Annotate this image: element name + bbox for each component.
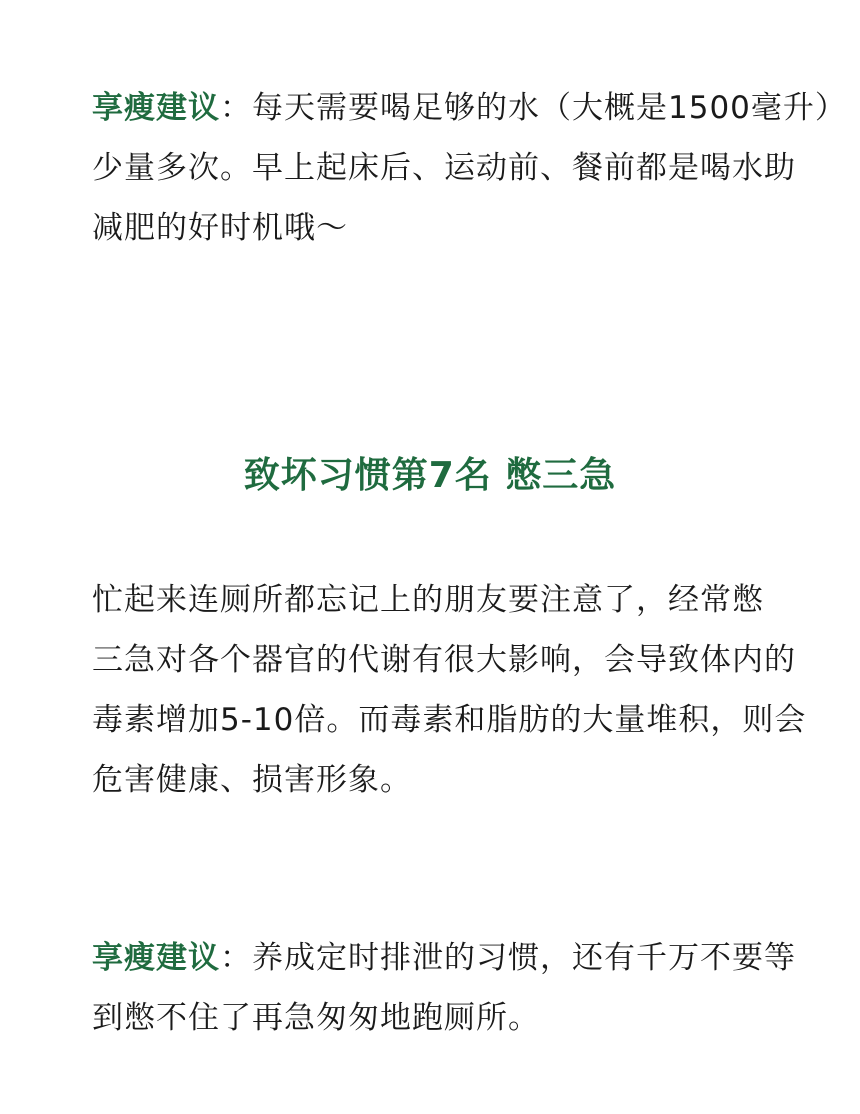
tip-1-label: 享瘦建议: [92, 90, 220, 126]
tip-block-2: [92, 928, 796, 1048]
tip-1-line-3: 减肥的好时机哦～: [92, 210, 348, 246]
tip-1-text-1: ：每天需要喝足够的水（大概是1500毫升）: [220, 90, 847, 126]
paragraph-line-1: 忙起来连厕所都忘记上的朋友要注意了，经常憋: [92, 582, 764, 618]
paragraph-line-4: 危害健康、损害形象。: [92, 762, 412, 798]
paragraph-line-2: 三急对各个器官的代谢有很大影响，会导致体内的: [92, 642, 796, 678]
tip-1-line-2: 少量多次。早上起床后、运动前、餐前都是喝水助: [92, 150, 796, 186]
tip-2-label: 享瘦建议: [92, 940, 220, 976]
section-heading: 致坏习惯第7名 憋三急: [243, 455, 617, 496]
paragraph-line-3: 毒素增加5-10倍。而毒素和脂肪的大量堆积，则会: [92, 702, 807, 738]
tip-block-1: [92, 78, 847, 258]
tip-2-text-1: ：养成定时排泄的习惯，还有千万不要等: [220, 940, 796, 976]
body-paragraph: [92, 570, 807, 810]
tip-1-line-1: [92, 78, 847, 138]
tip-2-line-2: 到憋不住了再急匆匆地跑厕所。: [92, 1000, 540, 1036]
tip-2-line-1: [92, 928, 796, 988]
